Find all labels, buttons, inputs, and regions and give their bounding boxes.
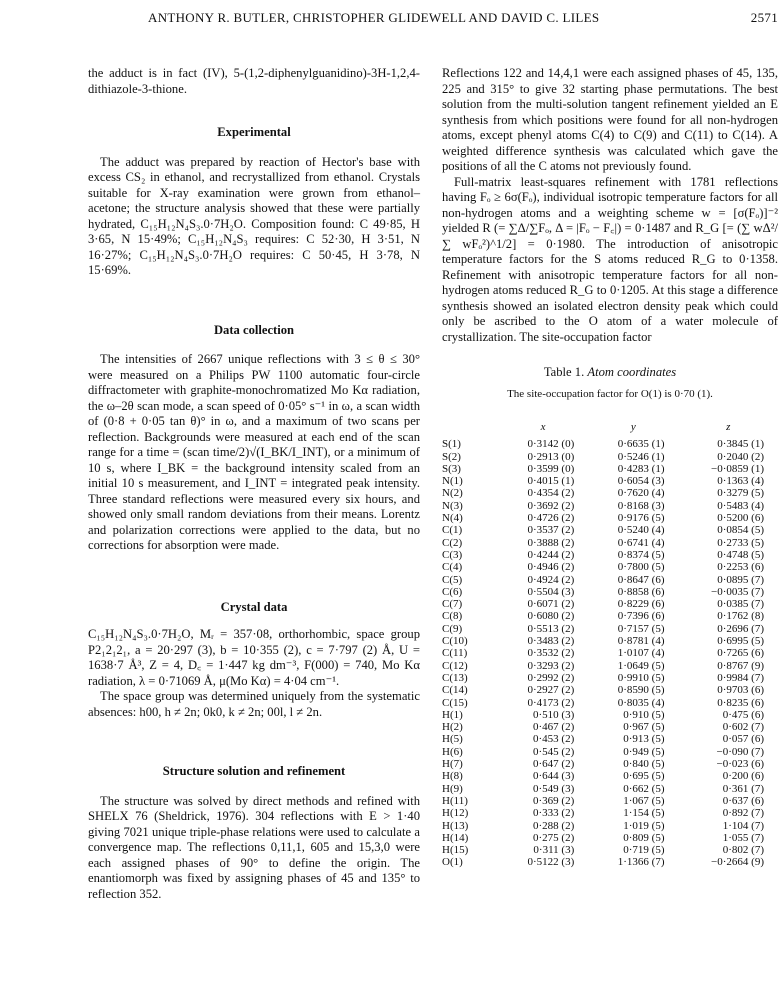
atom-label: N(1) [442, 475, 463, 488]
coord-y: 1·154 (5) [623, 807, 665, 820]
coord-z: 0·6995 (5) [717, 635, 764, 648]
coord-z: 1·055 (7) [722, 831, 764, 844]
coord-x: 0·2992 (2) [527, 671, 575, 684]
atom-label: C(15) [442, 696, 468, 709]
coord-x: 0·545 (2) [533, 745, 575, 758]
coord-z: 0·2253 (6) [717, 561, 764, 574]
coord-x: 0·644 (3) [533, 770, 575, 783]
table-row [442, 463, 778, 475]
crystal-data-paragraph: C₁₅H₁₂N₄S₃.0·7H₂O, Mᵣ = 357·08, orthorhombic, space group P2₁2₁2₁, a = 20·297 (3), b = 10·355 (2), c = 7·797 (2) Å, U = 1638·7 Å³, Z = 4, D꜀ = 1·447 kg dm⁻³, F(000) = 740, Mo Kα radiation, λ = 0·71069 Å, μ(Mo Kα) = 4·04 cm⁻¹. [88, 627, 420, 688]
phases-paragraph: Reflections 122 and 14,4,1 were each assigned phases of 45, 135, 225 and 315° to give 32 starting phase permutations. The best solution from the multi-solution tangent refinement yielded an E synthesis from which positions were found for all non-hydrogen atoms, except phenyl atoms C(4) to C(9) and C(11) to C(14). A weighted difference synthesis was calculated which gave the positions of all the C atoms not previously found. [442, 66, 778, 173]
coord-y: 0·967 (5) [623, 721, 665, 734]
atom-label: S(2) [442, 450, 461, 463]
coord-z: 0·0895 (7) [717, 573, 764, 586]
coord-x: 0·3532 (2) [527, 647, 575, 660]
table-row [442, 574, 778, 586]
coord-x: 0·647 (2) [533, 758, 575, 771]
coord-y: 0·719 (5) [623, 844, 665, 857]
coord-x: 0·6071 (2) [527, 598, 575, 611]
atom-label: H(13) [442, 819, 469, 832]
coord-y: 0·8590 (5) [617, 684, 665, 697]
atom-label: H(1) [442, 708, 463, 721]
coord-x: 0·3692 (2) [527, 499, 575, 512]
coord-y: 0·8374 (5) [617, 548, 665, 561]
coord-y: 0·7620 (4) [617, 487, 665, 500]
page-number: 2571 [750, 10, 778, 25]
coord-z: 0·9703 (6) [717, 684, 764, 697]
coord-x: 0·3537 (2) [527, 524, 575, 537]
coord-y: 0·9176 (5) [617, 512, 665, 525]
column-header-x: x [540, 421, 546, 433]
coord-x: 0·4726 (2) [527, 512, 575, 525]
table-row [442, 697, 778, 709]
atom-label: N(4) [442, 512, 463, 525]
table-row [442, 746, 778, 758]
coord-z: 0·2040 (2) [717, 450, 764, 463]
atom-label: C(4) [442, 561, 463, 574]
table-row [442, 758, 778, 770]
atom-label: C(9) [442, 622, 463, 635]
table-row [442, 610, 778, 622]
atom-label: O(1) [442, 856, 463, 869]
table-row [442, 672, 778, 684]
coord-x: 0·3142 (0) [527, 438, 575, 451]
table-row [442, 438, 778, 450]
intro-paragraph: the adduct is in fact (IV), 5-(1,2-diphenylguanidino)-3H-1,2,4-dithiazole-3-thione. [88, 66, 420, 96]
atom-label: C(13) [442, 671, 468, 684]
coord-x: 0·510 (3) [533, 708, 575, 721]
coord-x: 0·549 (3) [533, 782, 575, 795]
space-group-paragraph: The space group was determined uniquely from the systematic absences: h00, h ≠ 2n; 0k0, k ≠ 2n; 00l, l ≠ 2n. [88, 689, 420, 719]
atom-label: S(1) [442, 438, 461, 451]
table-row [442, 487, 778, 499]
coord-x: 0·4015 (1) [527, 475, 575, 488]
coord-y: 0·913 (5) [623, 733, 665, 746]
table-row [442, 807, 778, 819]
atom-label: H(14) [442, 831, 469, 844]
atom-coordinates-table [442, 420, 778, 869]
atom-label: S(3) [442, 462, 461, 475]
coord-y: 0·6741 (4) [617, 536, 665, 549]
running-head-authors: ANTHONY R. BUTLER, CHRISTOPHER GLIDEWELL AND DAVID C. LILES [148, 10, 600, 25]
crystal-data-heading: Crystal data [220, 599, 288, 614]
coord-z: 0·0854 (5) [717, 524, 764, 537]
coord-x: 0·4946 (2) [527, 561, 575, 574]
coord-x: 0·3888 (2) [527, 536, 575, 549]
table-row [442, 770, 778, 782]
coord-y: 0·4283 (1) [617, 462, 665, 475]
coord-z: 0·3279 (5) [717, 487, 764, 500]
table-row [442, 549, 778, 561]
coord-x: 0·3293 (2) [527, 659, 575, 672]
coord-y: 1·0107 (4) [617, 647, 665, 660]
table-row [442, 586, 778, 598]
data-collection-heading: Data collection [213, 322, 295, 337]
coord-y: 0·9910 (5) [617, 671, 665, 684]
coord-y: 0·6635 (1) [617, 438, 665, 451]
coord-z: 0·5200 (6) [717, 512, 764, 525]
table-row [442, 660, 778, 672]
coord-x: 0·2927 (2) [527, 684, 575, 697]
coord-y: 0·7396 (6) [617, 610, 665, 623]
atom-label: H(12) [442, 807, 469, 820]
atom-label: H(9) [442, 782, 463, 795]
structure-paragraph: The structure was solved by direct methods and refined with SHELX 76 (Sheldrick, 1976). 304 reflections with E > 1·40 giving 7021 unique triple-phase relations were used to calculate a convergence map. The reflections 0,11,1, 605 and 15,3,0 were each assigned phases of 90° to define the origin. The enantiomorph was fixed by assigning phases of 45 and 135° to reflection 352. [88, 793, 420, 901]
coord-z: 0·892 (7) [722, 807, 764, 820]
right-column [442, 66, 778, 869]
table-label: Table 1. [543, 365, 585, 379]
atom-label: H(7) [442, 758, 463, 771]
experimental-heading: Experimental [217, 125, 291, 139]
coord-z: 0·2696 (7) [717, 622, 764, 635]
table-header-row [442, 420, 778, 438]
coord-x: 0·333 (2) [533, 807, 575, 820]
coord-y: 0·840 (5) [623, 758, 665, 771]
atom-label: H(8) [442, 770, 463, 783]
coord-y: 1·1366 (7) [617, 856, 665, 869]
coord-x: 0·2913 (0) [527, 450, 575, 463]
coord-y: 0·8035 (4) [617, 696, 665, 709]
coord-y: 0·809 (5) [623, 831, 665, 844]
coord-y: 1·0649 (5) [617, 659, 665, 672]
coord-z: 0·8767 (9) [717, 659, 764, 672]
atom-label: C(1) [442, 524, 463, 537]
column-header-z: z [726, 421, 731, 433]
left-column [88, 66, 420, 902]
table-row [442, 623, 778, 635]
coord-z: 0·0385 (7) [717, 598, 764, 611]
coord-z: −0·2664 (9) [711, 856, 764, 869]
coord-y: 0·8781 (4) [617, 635, 665, 648]
table-title [442, 365, 778, 381]
coord-y: 0·8229 (6) [617, 598, 665, 611]
coord-y: 0·7800 (5) [617, 561, 665, 574]
coord-x: 0·4173 (2) [527, 696, 575, 709]
table-row [442, 598, 778, 610]
coord-z: 0·200 (6) [722, 770, 764, 783]
coord-x: 0·5122 (3) [527, 856, 575, 869]
atom-label: C(5) [442, 573, 463, 586]
coord-y: 0·910 (5) [623, 708, 665, 721]
atom-label: C(10) [442, 635, 468, 648]
coord-y: 0·8647 (6) [617, 573, 665, 586]
table-row [442, 721, 778, 733]
coord-y: 0·5246 (1) [617, 450, 665, 463]
atom-label: N(2) [442, 487, 463, 500]
table-row [442, 647, 778, 659]
table-row [442, 500, 778, 512]
atom-label: H(2) [442, 721, 463, 734]
atom-label: C(12) [442, 659, 468, 672]
data-collection-paragraph: The intensities of 2667 unique reflections with 3 ≤ θ ≤ 30° were measured on a Philips PW 1100 automatic four-circle diffractometer with graphite-monochromatized Mo Kα radiation, the ω–2θ scan mode, a scan speed of 0·05° s⁻¹ in ω, a scan width of (0·8 + 0·05 tan θ)° in ω, and a maximum of two scans per reflection. Backgrounds were measured at each end of the scan range for a time = (scan time/2)√(I_BK/I_INT), or a minimum of 10 s, where I_BK = the background intensity scaled from an initial 10 s measurement, and I_INT = integrated peak intensity. Three standard reflections were measured every six hours, and showed only small random deviations from their means. Lorentz and polarization corrections were applied to the data, but no corrections for absorption were made. [88, 352, 420, 552]
table-row [442, 561, 778, 573]
coord-z: 0·057 (6) [722, 733, 764, 746]
coord-y: 0·8858 (6) [617, 585, 665, 598]
coord-x: 0·288 (2) [533, 819, 575, 832]
coord-z: 0·802 (7) [722, 844, 764, 857]
atom-label: H(5) [442, 733, 463, 746]
coord-x: 0·311 (3) [533, 844, 575, 857]
table-note: The site-occupation factor for O(1) is 0·70 (1). [507, 387, 713, 400]
coord-z: 0·637 (6) [722, 794, 764, 807]
table-row [442, 635, 778, 647]
coord-z: 0·2733 (5) [717, 536, 764, 549]
table-row [442, 709, 778, 721]
coord-z: 1·104 (7) [722, 819, 764, 832]
coord-z: 0·5483 (4) [717, 499, 764, 512]
table-caption: Atom coordinates [587, 365, 677, 379]
atom-label: N(3) [442, 499, 463, 512]
coord-y: 0·949 (5) [623, 745, 665, 758]
coord-y: 0·5240 (4) [617, 524, 665, 537]
table-row [442, 475, 778, 487]
experimental-paragraph: The adduct was prepared by reaction of Hector's base with excess CS₂ in ethanol, and recrystallized from ethanol. Crystals suitable for X-ray examination were grown from ethanol–acetone; the structure analysis showed that these were partially hydrated, C₁₅H₁₂N₄S₃.0·7H₂O. Composition found: C 49·85, H 3·65, N 15·49%; C₁₅H₁₂N₄S₃ requires: C 52·30, H 3·51, N 16·27%; C₁₅H₁₂N₄S₃.0·7H₂O requires: C 50·45, H 3·78, N 15·69%. [88, 154, 420, 277]
coord-x: 0·4924 (2) [527, 573, 575, 586]
table-row [442, 733, 778, 745]
atom-label: H(15) [442, 844, 469, 857]
table-row [442, 832, 778, 844]
coord-y: 0·6054 (3) [617, 475, 665, 488]
coord-z: −0·0035 (7) [711, 585, 764, 598]
coord-x: 0·467 (2) [533, 721, 575, 734]
atom-label: C(3) [442, 548, 463, 561]
table-row [442, 856, 778, 868]
coord-z: 0·602 (7) [722, 721, 764, 734]
coord-x: 0·6080 (2) [527, 610, 575, 623]
coord-y: 1·019 (5) [623, 819, 665, 832]
coord-y: 0·662 (5) [623, 782, 665, 795]
coord-x: 0·5513 (2) [527, 622, 575, 635]
coord-z: 0·4748 (5) [717, 548, 764, 561]
coord-z: 0·9984 (7) [717, 671, 764, 684]
table-row [442, 783, 778, 795]
atom-label: H(11) [442, 794, 468, 807]
coord-y: 0·8168 (3) [617, 499, 665, 512]
coord-z: 0·1762 (8) [717, 610, 764, 623]
atom-label: C(8) [442, 610, 463, 623]
atom-label: C(7) [442, 598, 463, 611]
table-row [442, 844, 778, 856]
coord-x: 0·4244 (2) [527, 548, 575, 561]
atom-label: C(11) [442, 647, 468, 660]
coord-z: −0·023 (6) [716, 758, 764, 771]
coord-z: 0·475 (6) [722, 708, 764, 721]
coord-z: 0·3845 (1) [717, 438, 764, 451]
coord-z: 0·7265 (6) [717, 647, 764, 660]
table-row [442, 524, 778, 536]
column-header-y: y [630, 421, 636, 433]
refinement-paragraph: Full-matrix least-squares refinement with 1781 reflections having Fₒ ≥ 6σ(Fₒ), individual isotropic temperature factors for all non-hydrogen atoms and a weighting scheme w = [σ(Fₒ)]⁻² yielded R (= ∑Δ/∑Fₒ, Δ = |Fₒ − F꜀|) = 0·1487 and R_G [= (∑ wΔ²/∑ wFₒ²)^1/2] = 0·1980. The introduction of anisotropic temperature factors for the S atoms reduced R_G to 0·1358. Refinement with anisotropic temperature factors for all non-hydrogen atoms reduced R_G to 0·1205. At this stage a difference synthesis showed an isolated electron density peak which could only be ascribed to the O atom of a water molecule of crystallization. The site-occupation factor [442, 174, 778, 344]
atom-label: C(6) [442, 585, 463, 598]
coord-z: 0·8235 (6) [717, 696, 764, 709]
coord-z: 0·1363 (4) [717, 475, 764, 488]
table-row [442, 512, 778, 524]
coord-y: 1·067 (5) [623, 794, 665, 807]
structure-heading: Structure solution and refinement [162, 764, 346, 778]
coord-x: 0·275 (2) [533, 831, 575, 844]
table-row [442, 820, 778, 832]
coord-z: −0·0859 (1) [711, 462, 764, 475]
table-row [442, 684, 778, 696]
coord-y: 0·7157 (5) [617, 622, 665, 635]
coord-x: 0·4354 (2) [527, 487, 575, 500]
table-row [442, 795, 778, 807]
coord-x: 0·3483 (2) [527, 635, 575, 648]
table-row [442, 451, 778, 463]
coord-x: 0·5504 (3) [527, 585, 575, 598]
atom-label: C(14) [442, 684, 468, 697]
coord-x: 0·453 (2) [533, 733, 575, 746]
atom-label: H(6) [442, 745, 463, 758]
coord-z: 0·361 (7) [722, 782, 764, 795]
table-row [442, 537, 778, 549]
coord-z: −0·090 (7) [716, 745, 764, 758]
atom-label: C(2) [442, 536, 463, 549]
coord-y: 0·695 (5) [623, 770, 665, 783]
coord-x: 0·369 (2) [533, 794, 575, 807]
coord-x: 0·3599 (0) [527, 462, 575, 475]
